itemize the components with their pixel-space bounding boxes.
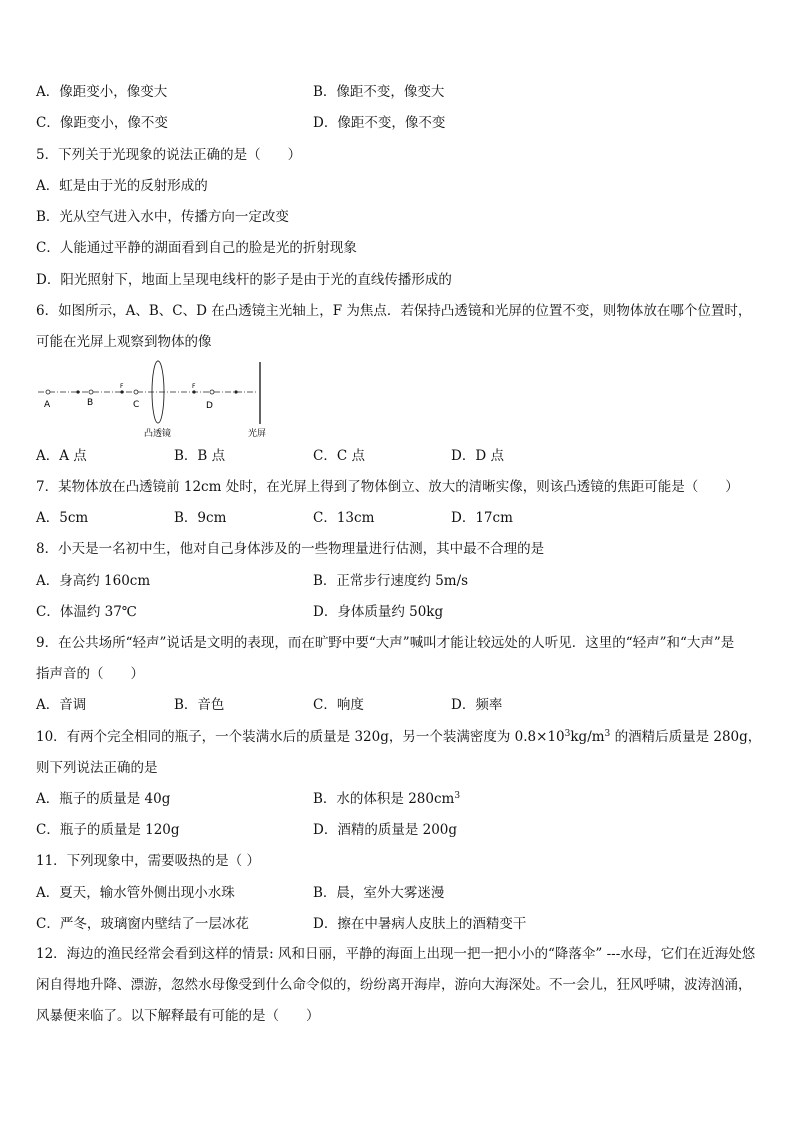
focus-right-marker <box>192 390 195 393</box>
label-b: B <box>87 398 94 408</box>
label-f-left: F <box>120 383 124 390</box>
q5-option-d: D．阳光照射下，地面上呈现电线杆的影子是由于光的直线传播形成的 <box>36 272 452 288</box>
q4-option-c: C．像距变小，像不变 <box>36 115 168 131</box>
axis-dot <box>234 390 237 393</box>
label-a: A <box>44 400 51 410</box>
q5-option-b: B．光从空气进入水中，传播方向一定改变 <box>36 209 289 225</box>
point-c-marker <box>134 390 138 394</box>
q10-stem-line2: 则下列说法正确的是 <box>36 760 158 776</box>
q5-option-a: A．虹是由于光的反射形成的 <box>36 178 208 194</box>
q8-option-a: A．身高约 160cm <box>36 573 151 589</box>
q10-option-b-text: B．水的体积是 280cm <box>313 791 455 807</box>
q5-stem: 5．下列关于光现象的说法正确的是（ ） <box>36 147 302 163</box>
q6-lens-diagram <box>36 358 276 444</box>
q11-option-d: D．擦在中暑病人皮肤上的酒精变干 <box>313 916 527 932</box>
q10-stem-part1: 10．有两个完全相同的瓶子，一个装满水后的质量是 320g，另一个装满密度为 0.8×10 <box>36 729 565 745</box>
point-b-marker <box>89 390 93 394</box>
screen-label: 光屏 <box>248 429 267 439</box>
q11-stem: 11．下列现象中，需要吸热的是（ ） <box>36 853 260 869</box>
axis-dot <box>76 390 79 393</box>
q6-stem-line2: 可能在光屏上观察到物体的像 <box>36 334 212 350</box>
q9-option-b: B．音色 <box>174 697 225 713</box>
q10-option-d: D．酒精的质量是 200g <box>313 822 458 838</box>
q10-stem-sup2: 3 <box>604 729 611 739</box>
q7-option-d: D．17cm <box>451 510 513 526</box>
q5-option-c: C．人能通过平静的湖面看到自己的脸是光的折射现象 <box>36 240 357 256</box>
q11-option-c: C．严冬，玻璃窗内壁结了一层冰花 <box>36 916 249 932</box>
q8-stem: 8．小天是一名初中生，他对自己身体涉及的一些物理量进行估测，其中最不合理的是 <box>36 541 545 557</box>
q9-option-d: D．频率 <box>451 697 503 713</box>
q11-option-a: A．夏天，输水管外侧出现小水珠 <box>36 885 235 901</box>
q12-stem: 12．海边的渔民经常会看到这样的情景: 风和日丽，平静的海面上出现一把一把小小的“降落伞” ---水母，它们在近海处悠闲自得地升降、漂游，忽然水母像受到什么命令似的，纷纷离开海岸，游向大海深处。不一会儿，狂风呼啸，波涛汹涌，风暴便来临了。以下解释最有可能的是（ ） <box>36 946 756 1024</box>
q10-stem-part3: 的酒精后质量是 280g， <box>610 729 762 745</box>
focus-left-marker <box>120 390 123 393</box>
label-d: D <box>206 401 213 411</box>
q6-option-b: B．B 点 <box>174 448 226 464</box>
q9-option-a: A．音调 <box>36 697 87 713</box>
q8-option-b: B．正常步行速度约 5m/s <box>313 573 469 589</box>
q10-option-b-sup: 3 <box>454 791 461 801</box>
q6-option-d: D．D 点 <box>451 448 504 464</box>
q10-option-c: C．瓶子的质量是 120g <box>36 822 180 838</box>
q10-stem-line1 <box>36 727 761 747</box>
q10-option-b <box>313 789 460 809</box>
lens-label: 凸透镜 <box>144 429 172 439</box>
q7-stem: 7．某物体放在凸透镜前 12cm 处时，在光屏上得到了物体倒立、放大的清晰实像，则该凸透镜的焦距可能是（ ） <box>36 479 739 495</box>
q11-option-b: B．晨，室外大雾迷漫 <box>313 885 445 901</box>
q10-stem-sup1: 3 <box>564 729 571 739</box>
q4-option-b: B．像距不变，像变大 <box>313 84 445 100</box>
q8-option-d: D．身体质量约 50kg <box>313 604 444 620</box>
q7-option-a: A．5cm <box>36 510 89 526</box>
q8-option-c: C．体温约 37℃ <box>36 604 137 620</box>
q9-stem-line1: 9．在公共场所“轻声”说话是文明的表现，而在旷野中要“大声”喊叫才能让较远处的人听见．这里的“轻声”和“大声”是 <box>36 635 735 651</box>
q6-option-a: A．A 点 <box>36 448 87 464</box>
q4-option-a: A．像距变小，像变大 <box>36 84 168 100</box>
q10-option-a: A．瓶子的质量是 40g <box>36 791 171 807</box>
label-c: C <box>133 400 140 410</box>
point-a-marker <box>46 390 50 394</box>
q9-stem-line2: 指声音的（ ） <box>36 666 144 682</box>
q9-option-c: C．响度 <box>313 697 364 713</box>
q7-option-b: B．9cm <box>174 510 227 526</box>
q7-option-c: C．13cm <box>313 510 375 526</box>
label-f-right: F <box>192 383 196 390</box>
q4-option-d: D．像距不变，像不变 <box>313 115 446 131</box>
q10-stem-part2: kg/m <box>570 729 605 745</box>
q6-stem-line1: 6．如图所示，A、B、C、D 在凸透镜主光轴上，F 为焦点．若保持凸透镜和光屏的位置不变，则物体放在哪个位置时， <box>36 303 752 319</box>
point-d-marker <box>210 390 214 394</box>
q6-option-c: C．C 点 <box>313 448 365 464</box>
